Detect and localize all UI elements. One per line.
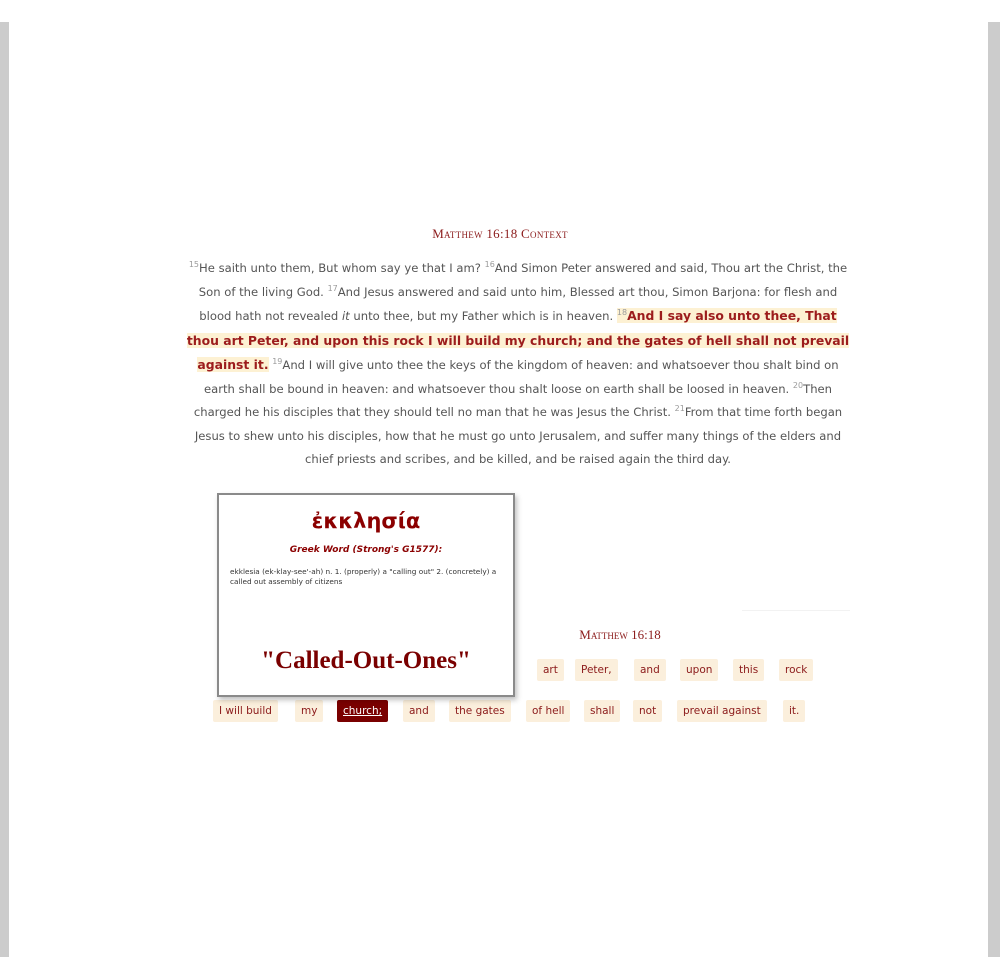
- word-button[interactable]: shall: [584, 700, 620, 722]
- verse-17-italic: it: [341, 309, 350, 323]
- divider: [742, 610, 850, 611]
- word-definition-popup: [217, 493, 515, 697]
- popup-definition: ekklesia (ek-klay-see'-ah) n. 1. (properly) a "calling out" 2. (concretely) a called out assembly of citizens: [230, 567, 497, 586]
- verse-15-text: He saith unto them, But whom say ye that I am?: [199, 261, 485, 275]
- verse-number: 21: [674, 404, 685, 414]
- word-button[interactable]: rock: [779, 659, 813, 681]
- word-button[interactable]: upon: [680, 659, 718, 681]
- word-button[interactable]: I will build: [213, 700, 278, 722]
- word-button[interactable]: it.: [783, 700, 805, 722]
- word-button[interactable]: prevail against: [677, 700, 767, 722]
- word-button[interactable]: art: [537, 659, 564, 681]
- verse-20-text: Then charged he his disciples that they should tell no man that he was Jesus the Christ.: [193, 381, 833, 419]
- verse-number: 15: [188, 260, 200, 270]
- verse-number: 17: [327, 283, 338, 293]
- verse-number: 16: [484, 260, 495, 270]
- right-scrollbar[interactable]: [988, 22, 1000, 957]
- popup-meaning: "Called-Out-Ones": [261, 647, 471, 674]
- verse-21-text: From that time forth began Jesus to shew unto his disciples, how that he must go unto Jerusalem, and suffer many things of the elders and chief priests and scribes, and be killed, and be raised again the third day.: [194, 405, 843, 466]
- verse-number: 19: [272, 357, 283, 367]
- word-button[interactable]: my: [295, 700, 323, 722]
- popup-subtitle: Greek Word (Strong's G1577):: [289, 545, 443, 555]
- left-edge-bar: [0, 22, 9, 957]
- verse-16-text: And Simon Peter answered and said, Thou art the Christ, the Son of the living God.: [198, 261, 848, 299]
- context-title: Matthew 16:18 Context: [432, 226, 568, 241]
- word-button[interactable]: Peter,: [575, 659, 618, 681]
- word-button[interactable]: not: [633, 700, 662, 722]
- verse-title: Matthew 16:18: [579, 627, 661, 642]
- word-button[interactable]: and: [634, 659, 666, 681]
- word-button[interactable]: the gates: [449, 700, 511, 722]
- verse-19-text: And I will give unto thee the keys of the kingdom of heaven: and whatsoever thou shalt bind on earth shall be bound in heaven: and whatsoever thou shalt loose on earth shall be loosed in heaven.: [203, 358, 839, 396]
- verse-18-text: And I say also unto thee, That thou art Peter, and upon this rock I will build my church; and the gates of hell shall not prevail against it.: [186, 308, 850, 372]
- greek-word: ἐκκλησία: [311, 509, 421, 533]
- word-button[interactable]: and: [403, 700, 435, 722]
- word-button[interactable]: of hell: [526, 700, 570, 722]
- verse-17-text-b: unto thee, but my Father which is in heaven.: [349, 309, 617, 323]
- word-button-selected[interactable]: church;: [337, 700, 388, 722]
- verse-number: 18: [616, 307, 628, 317]
- verse-17-text: And Jesus answered and said unto him, Blessed art thou, Simon Barjona: for flesh and blood hath not revealed: [199, 284, 838, 323]
- verse-number: 20: [792, 380, 804, 390]
- context-passage: [182, 257, 854, 472]
- word-button[interactable]: this: [733, 659, 764, 681]
